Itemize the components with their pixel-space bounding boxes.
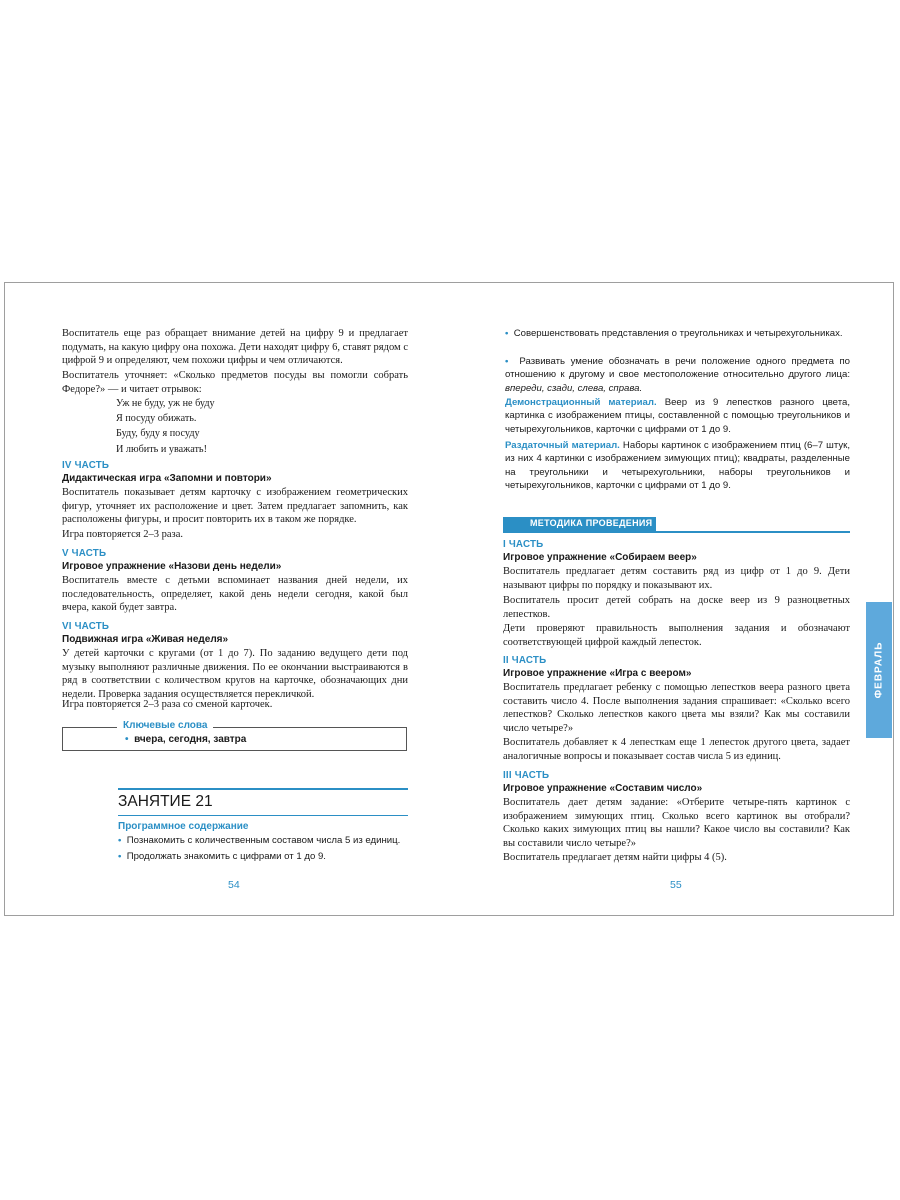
poem-line: Я посуду обижать. [116,413,197,425]
part6-paragraph-2: Игра повторяется 2–3 раза со сменой карточек. [62,699,273,710]
method-header-rule [503,531,850,533]
page-number-left: 54 [228,879,240,891]
lesson-bottom-rule [118,815,408,816]
keywords-value: вчера, сегодня, завтра [134,734,247,745]
poem-line: Буду, буду я посуду [116,428,200,440]
program-item: • Продолжать знакомить с цифрами от 1 до 9. [118,851,326,863]
book-spread [4,282,894,916]
part3-paragraph-2: Воспитатель предлагает детям найти цифры 4 (5). [503,852,727,863]
method-header-label: МЕТОДИКА ПРОВЕДЕНИЯ [530,518,653,528]
bullet-1: • Совершенствовать представления о треугольниках и четырехугольниках. [505,328,843,339]
part6-label: VI ЧАСТЬ [62,621,110,632]
keywords-text [125,734,246,745]
poem [116,396,316,457]
part4-paragraph-2: Игра повторяется 2–3 раза. [62,529,183,540]
part5-paragraph-1: Воспитатель вместе с детьми вспоминает названия дней недели, их последовательность, определяет, какой день недели сегодня, какой был вчера, какой будет завтра. [62,575,408,614]
month-tab-label: ФЕВРАЛЬ [873,641,885,699]
program-list [118,834,418,864]
part6-title: Подвижная игра «Живая неделя» [62,634,229,645]
intro-paragraph-1: Воспитатель еще раз обращает внимание детей на цифру 9 и предлагает подумать, на какую цифру она похожа. Дети находят цифру 6, ставят рядом с цифрой 9 и определяют, чем похожи цифры и чем отличаются. [62,328,408,367]
part3-title: Игровое упражнение «Составим число» [503,783,703,794]
lesson-title: ЗАНЯТИЕ 21 [118,793,213,810]
part2-paragraph-1: Воспитатель предлагает ребенку с помощью лепестков веера разного цвета составить число 4. После выполнения задания спрашивает: «Сколько всего лепестков? Сколько лепестков какого цвета мы взяли? Как мы составили число четыре?» [503,682,850,734]
part4-title: Дидактическая игра «Запомни и повтори» [62,473,272,484]
bullet-icon: • [118,835,122,846]
bullet-icon: • [118,851,122,863]
part2-title: Игровое упражнение «Игра с веером» [503,668,692,679]
page-number-right: 55 [670,879,682,891]
bullet-icon: • [505,356,509,367]
poem-line: И любить и уважать! [116,443,207,455]
part5-title: Игровое упражнение «Назови день недели» [62,561,282,572]
intro-paragraph-2: Воспитатель уточняет: «Сколько предметов посуды вы помогли собрать Федоре?» — и читает отрывок: [62,370,408,395]
poem-line: Уж не буду, уж не буду [116,398,215,409]
keywords-title: Ключевые слова [117,720,213,731]
part1-paragraph-2: Воспитатель просит детей собрать на доске веер из 9 разноцветных лепестков. [503,595,850,620]
part5-label: V ЧАСТЬ [62,548,107,559]
part3-label: III ЧАСТЬ [503,770,550,781]
part2-paragraph-2: Воспитатель добавляет к 4 лепесткам еще 1 лепесток другого цвета, задает аналогичные вопросы и показывает состав числа 5 из единиц. [503,737,850,762]
part6-paragraph-1: У детей карточки с кругами (от 1 до 7). По заданию ведущего дети под музыку выполняют различные движения. По ее окончании выстраиваются в ряд в соответствии с количеством кругов на карточке, обозначающих дни недели. Проверка задания осуществляется перекличкой. [62,648,408,700]
part1-label: I ЧАСТЬ [503,539,544,550]
part3-paragraph-1: Воспитатель дает детям задание: «Отберите четыре-пять картинок с изображением зимующих птиц. Сколько всего картинок вы отобрали? Сколько каких зимующих птиц вы нашли? Какое число вы составили? Как вы составили число четыре?» [503,797,850,849]
bullet-icon: • [505,328,509,339]
right-page [450,283,893,915]
part1-paragraph-1: Воспитатель предлагает детям составить ряд из цифр от 1 до 9. Дети называют цифры по порядку и показывают их. [503,566,850,591]
bullet-icon: • [125,734,129,745]
part2-label: II ЧАСТЬ [503,655,547,666]
part1-paragraph-3: Дети проверяют правильность выполнения задания и обозначают соответствующей цифрой каждый лепесток. [503,623,850,648]
part1-title: Игровое упражнение «Собираем веер» [503,552,697,563]
part4-paragraph-1: Воспитатель показывает детям карточку с изображением геометрических фигур, уточняет их расположение и цвет. Затем предлагает запомнить, как расположены фигуры, и просит повторить их в таком же порядке. [62,487,408,526]
part4-label: IV ЧАСТЬ [62,460,110,471]
bullet-2: • Развивать умение обозначать в речи положение одного предмета по отношению к другому и свое местоположение относительно другого лица: впереди, сзади, слева, справа. [505,356,850,394]
handout-material: Раздаточный материал. Наборы картинок с изображением птиц (6–7 штук, из них 4 картинки с изображением зимующих птиц); квадраты, разделенные на треугольники и четырехугольники, наборы треугольников и четырехугольников, карточки с цифрами от 1 до 9. [505,440,850,492]
program-item: • Познакомить с количественным составом числа 5 из единиц. [118,835,401,846]
demo-material: Демонстрационный материал. Веер из 9 лепестков разного цвета, картинка с изображением птицы, составленной с помощью треугольников и четырехугольников, карточки с цифрами от 1 до 9. [505,397,850,435]
left-page [5,283,450,915]
lesson-top-rule [118,788,408,790]
program-title: Программное содержание [118,821,249,832]
